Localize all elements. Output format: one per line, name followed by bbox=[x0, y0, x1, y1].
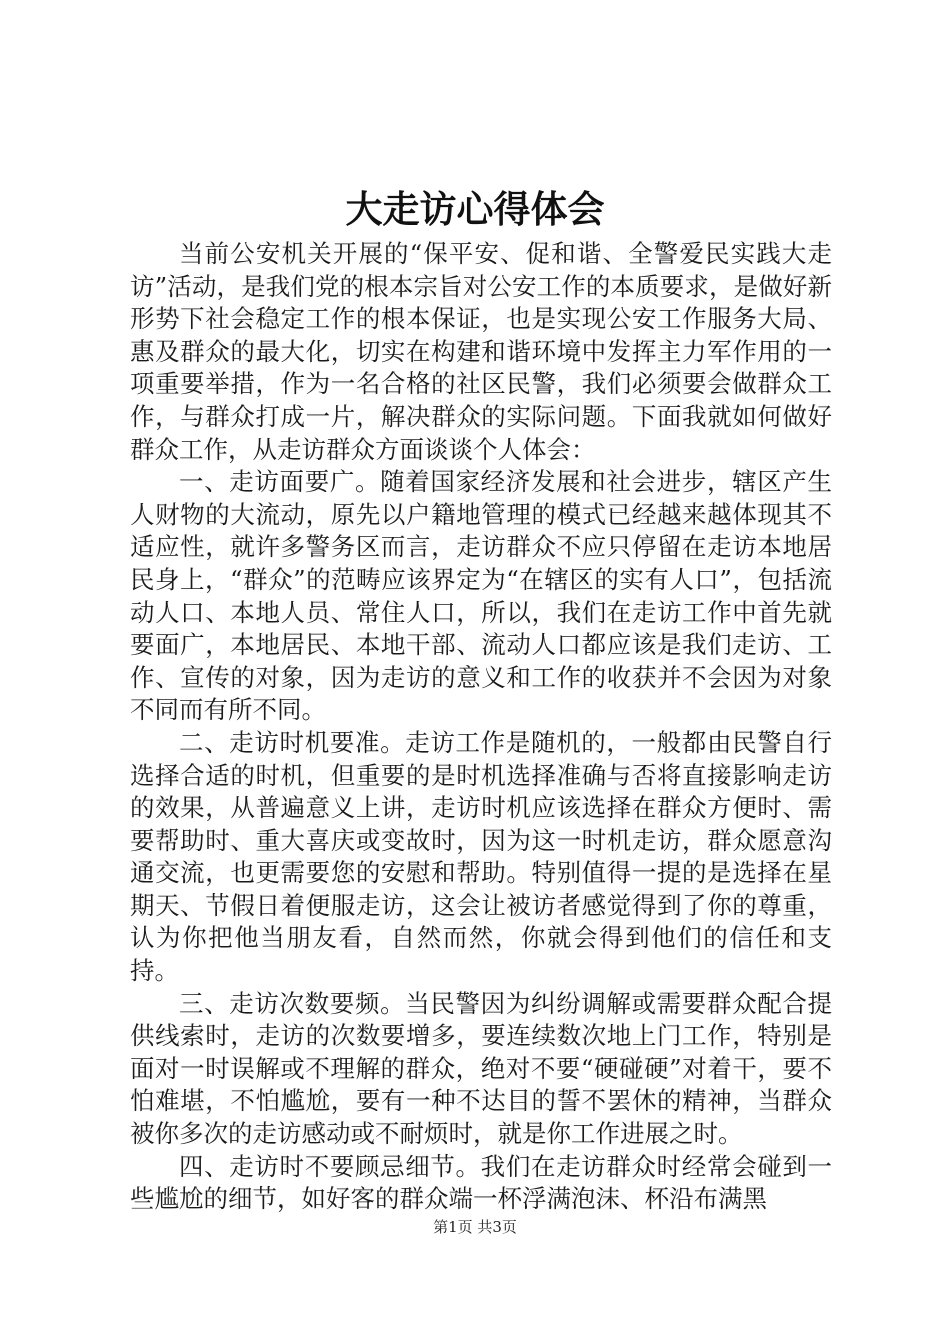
document-title: 大走访心得体会 bbox=[345, 187, 605, 231]
page-number-footer: 第1页 共3页 bbox=[433, 1218, 517, 1236]
paragraph-point-2: 二、走访时机要准。走访工作是随机的，一般都由民警自行选择合适的时机，但重要的是时机选择准确与否将直接影响走访的效果，从普遍意义上讲，走访时机应该选择在群众方便时、需要帮助时、重大喜庆或变故时，因为这一时机走访，群众愿意沟通交流，也更需要您的安慰和帮助。特别值得一提的是选择在星期天、节假日着便服走访，这会让被访者感觉得到了你的尊重，认为你把他当朋友看，自然而然，你就会得到他们的信任和支持。 bbox=[130, 727, 832, 986]
paragraph-point-3: 三、走访次数要频。当民警因为纠纷调解或需要群众配合提供线索时，走访的次数要增多，要连续数次地上门工作，特别是面对一时误解或不理解的群众，绝对不要“硬碰硬”对着干，要不怕难堪，不怕尴尬，要有一种不达目的誓不罢休的精神，当群众被你多次的走访感动或不耐烦时，就是你工作进展之时。 bbox=[130, 988, 832, 1149]
paragraph-intro: 当前公安机关开展的“保平安、促和谐、全警爱民实践大走访”活动，是我们党的根本宗旨对公安工作的本质要求，是做好新形势下社会稳定工作的根本保证，也是实现公安工作服务大局、惠及群众的最大化，切实在构建和谐环境中发挥主力军作用的一项重要举措，作为一名合格的社区民警，我们必须要会做群众工作，与群众打成一片，解决群众的实际问题。下面我就如何做好群众工作，从走访群众方面谈谈个人体会： bbox=[130, 239, 832, 464]
paragraph-point-1: 一、走访面要广。随着国家经济发展和社会进步，辖区产生人财物的大流动，原先以户籍地管理的模式已经越来越体现其不适应性，就许多警务区而言，走访群众不应只停留在走访本地居民身上，“群众”的范畴应该界定为“在辖区的实有人口”，包括流动人口、本地人员、常住人口，所以，我们在走访工作中首先就要面广，本地居民、本地干部、流动人口都应该是我们走访、工作、宣传的对象，因为走访的意义和工作的收获并不会因为对象不同而有所不同。 bbox=[130, 467, 832, 725]
document-body bbox=[130, 238, 832, 1216]
paragraph-point-4: 四、走访时不要顾忌细节。我们在走访群众时经常会碰到一些尴尬的细节，如好客的群众端一杯浮满泡沫、杯沿布满黑 bbox=[130, 1151, 832, 1214]
